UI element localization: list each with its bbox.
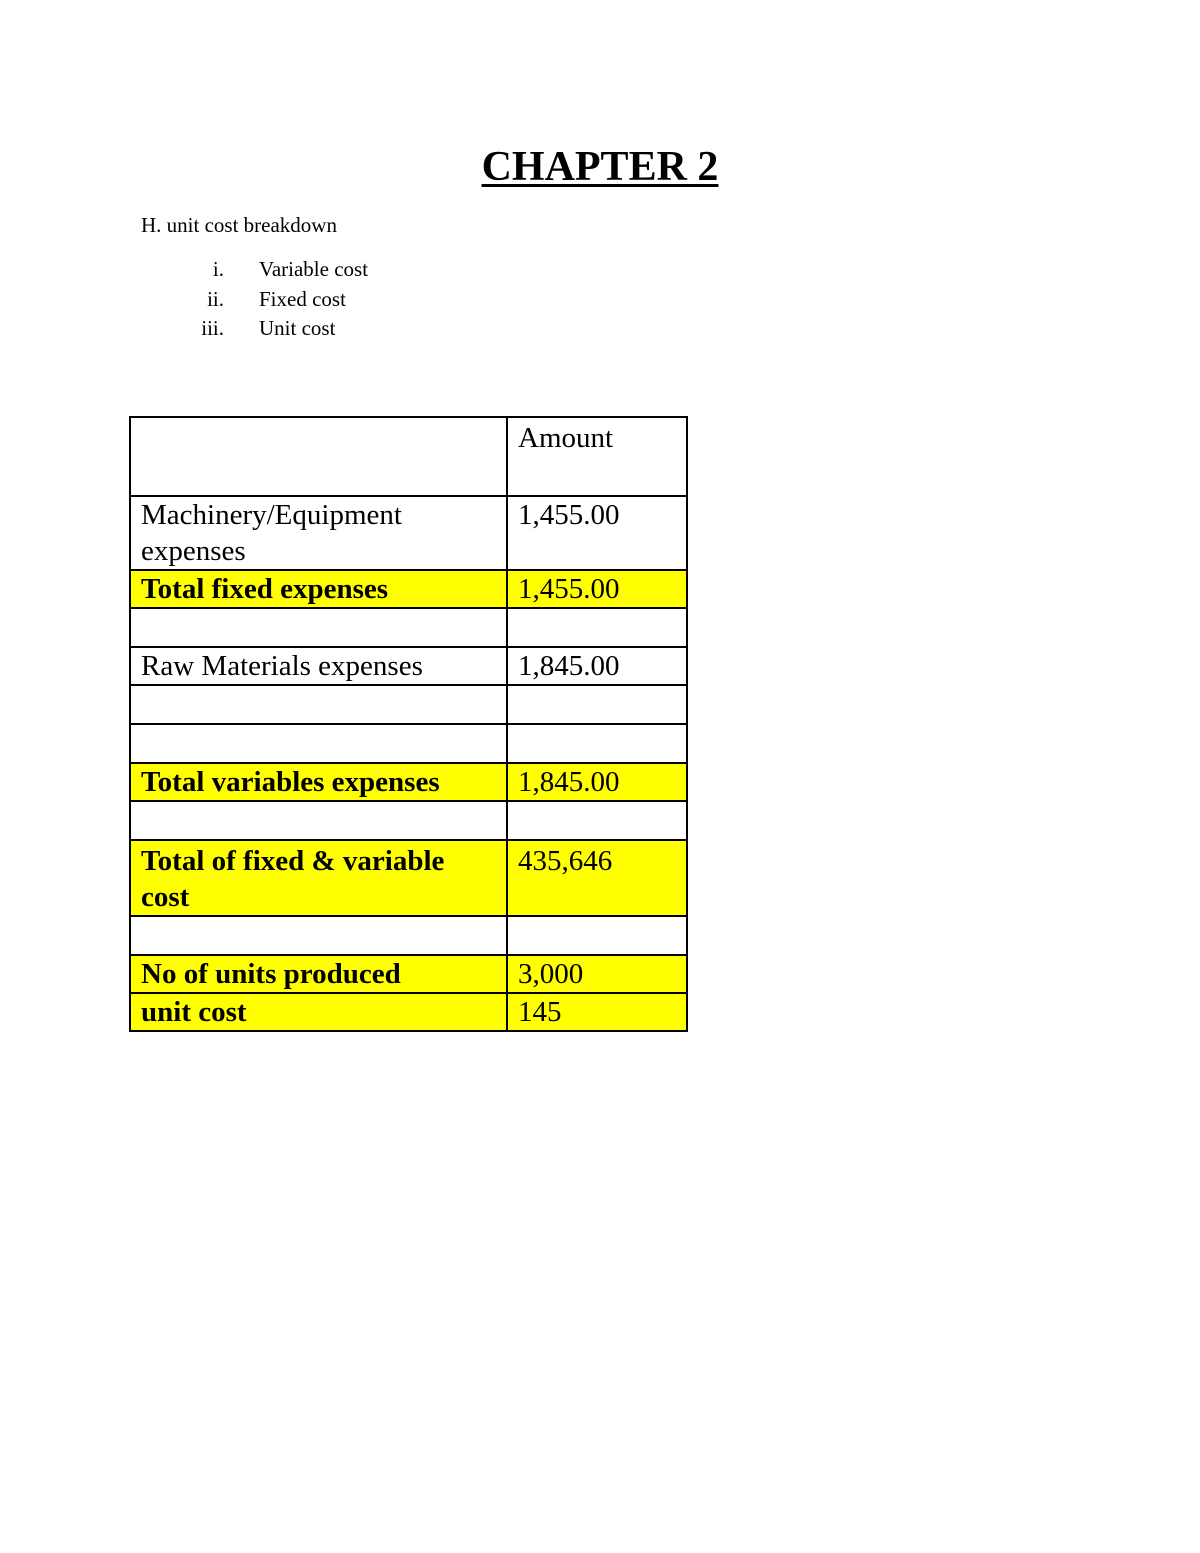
page-title [0, 142, 1200, 192]
table-row-unit-cost [130, 993, 687, 1031]
header-label-cell [130, 417, 507, 496]
table-row-total-variable [130, 763, 687, 801]
chapter-title: CHAPTER 2 [481, 144, 719, 190]
empty-cell [507, 801, 687, 840]
list-item-text: Unit cost [259, 316, 336, 340]
row-label: Machinery/Equipment expenses [130, 496, 507, 570]
table-row-total-fixed-variable [130, 840, 687, 916]
row-amount: 435,646 [507, 840, 687, 916]
section-heading: H. unit cost breakdown [141, 213, 337, 237]
empty-cell [507, 724, 687, 763]
row-amount: 1,845.00 [507, 647, 687, 685]
empty-cell [130, 608, 507, 647]
empty-cell [507, 916, 687, 955]
table-row-empty [130, 916, 687, 955]
table-row-raw-materials [130, 647, 687, 685]
cost-breakdown-table [129, 416, 688, 1032]
table-row-machinery [130, 496, 687, 570]
row-label: No of units produced [130, 955, 507, 993]
row-label: Raw Materials expenses [130, 647, 507, 685]
empty-cell [130, 685, 507, 724]
row-label: unit cost [130, 993, 507, 1031]
row-amount: 1,455.00 [507, 496, 687, 570]
list-item-text: Fixed cost [259, 286, 346, 311]
empty-cell [130, 801, 507, 840]
row-label: Total variables expenses [130, 763, 507, 801]
table-row-empty [130, 608, 687, 647]
row-amount: 145 [507, 993, 687, 1031]
empty-cell [130, 916, 507, 955]
row-label: Total of fixed & variable cost [130, 840, 507, 916]
empty-cell [507, 608, 687, 647]
table-row-empty [130, 801, 687, 840]
row-amount: 1,845.00 [507, 763, 687, 801]
table-row-total-fixed [130, 570, 687, 608]
row-label: Total fixed expenses [130, 570, 507, 608]
list-item-number: i. [212, 257, 224, 281]
empty-cell [507, 685, 687, 724]
empty-cell [130, 724, 507, 763]
row-amount: 1,455.00 [507, 570, 687, 608]
table-row-units-produced [130, 955, 687, 993]
list-item-text: Variable cost [259, 257, 369, 281]
row-amount: 3,000 [507, 955, 687, 993]
table-row-empty [130, 724, 687, 763]
list-item-number: ii. [207, 286, 224, 311]
table-header-row [130, 417, 687, 496]
header-amount-cell: Amount [507, 417, 687, 496]
list-item-number: iii. [201, 316, 224, 340]
table-row-empty [130, 685, 687, 724]
